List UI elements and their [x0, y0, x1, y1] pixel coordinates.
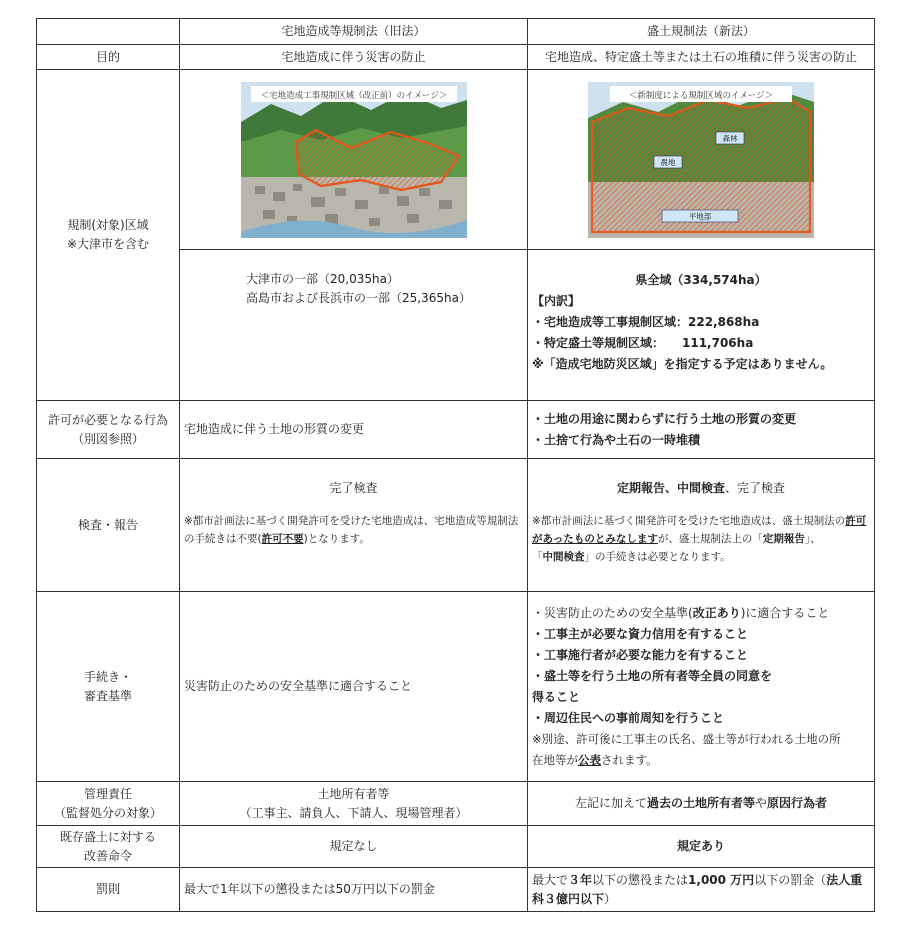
procedure-new-7c: 公表: [578, 752, 601, 767]
row-purpose: [37, 45, 875, 70]
penalty-new-b: ３年: [568, 872, 593, 887]
penalty-new-c: 以下の懲役または: [592, 872, 689, 887]
penalty-new-f: 法人重科３億円以下: [532, 872, 863, 906]
procedure-old: 災害防止のための安全基準に適合すること: [180, 592, 528, 782]
label-area-line1: 規制(対象)区域: [67, 218, 149, 233]
procedure-new-line3: ・工事施行者が必要な能力を有すること: [532, 648, 749, 663]
label-procedure-line1: 手続き・: [83, 669, 132, 684]
inspection-new-note-b: 許可があったものとみなします: [532, 514, 867, 545]
row-responsibility: [37, 782, 875, 826]
row-improvement: [37, 826, 875, 868]
responsibility-old: [180, 782, 528, 826]
area-new-item2: ・特定盛土等規制区域： 111,706ha: [532, 336, 754, 350]
penalty-new-g: ）: [604, 891, 617, 906]
area-new-note: ※「造成宅地防災区域」を指定する予定はありません。: [532, 357, 833, 371]
inspection-old: [180, 459, 528, 592]
label-purpose: 目的: [37, 45, 180, 70]
old-image-caption: ＜宅地造成工事規制区域（改正前）のイメージ＞: [260, 90, 447, 101]
procedure-new-line5: 得ること: [532, 690, 581, 705]
responsibility-new: [528, 782, 875, 826]
new-area-illustration: [588, 82, 814, 238]
responsibility-old-line1: 土地所有者等: [317, 786, 390, 801]
procedure-new-line1: [532, 603, 870, 624]
procedure-new-1b: 改正あり: [692, 606, 741, 621]
label-permit-line1: 許可が必要となる行為: [47, 412, 168, 427]
row-permit: [37, 401, 875, 459]
row-penalty: [37, 868, 875, 912]
comparison-table: [36, 18, 875, 912]
permit-old: 宅地造成に伴う土地の形質の変更: [180, 401, 528, 459]
area-new-total: 県全域（334,574ha）: [635, 273, 767, 287]
responsibility-new-c: や: [755, 796, 768, 811]
inspection-old-note-a: ※都市計画法に基づく開発許可を受けた宅地造成は、宅地造成等規制法の手続きは不要(: [184, 514, 519, 545]
label-procedure: [37, 592, 180, 782]
label-improvement-line2: 改善命令: [83, 848, 132, 863]
label-improvement: [37, 826, 180, 868]
new-image-tag-farmland: 農地: [660, 157, 676, 167]
responsibility-new-a: 左記に加えて: [574, 796, 647, 811]
header-row: [37, 19, 875, 45]
procedure-new-line2: ・工事主が必要な資力信用を有すること: [532, 627, 749, 642]
permit-new: [528, 401, 875, 459]
old-area-illustration: [241, 82, 467, 238]
inspection-new-note-d: 定期報告: [762, 532, 805, 545]
row-procedure: [37, 592, 875, 782]
label-permit-line2: （別図参照）: [71, 431, 144, 446]
procedure-new: [528, 592, 875, 782]
procedure-new-line4: ・盛土等を行う土地の所有者等全員の同意を: [532, 669, 773, 684]
inspection-new-note: [532, 512, 870, 567]
inspection-new-note-h: 」の手続きは必要となります。: [584, 551, 731, 564]
header-new-law: 盛土規制法（新法）: [528, 19, 875, 45]
row-area-images: [37, 70, 875, 250]
area-new-details: [528, 250, 875, 401]
label-area: [37, 70, 180, 401]
inspection-new: [528, 459, 875, 592]
area-new-item1: ・宅地造成等工事規制区域：222,868ha: [532, 315, 760, 329]
label-penalty: 罰則: [37, 868, 180, 912]
label-responsibility-line1: 管理責任: [83, 786, 132, 801]
procedure-new-line6: ・周辺住民への事前周知を行うこと: [532, 711, 725, 726]
inspection-new-note-g: 中間検査: [542, 551, 585, 564]
inspection-old-note-c: )となります。: [303, 532, 370, 545]
label-improvement-line1: 既存盛土に対する: [59, 829, 156, 844]
procedure-new-line7: ※別途、許可後に工事主の氏名、盛土等が行われる土地の所: [532, 732, 841, 747]
new-image-tag-forest: 森林: [722, 133, 738, 143]
label-responsibility: [37, 782, 180, 826]
inspection-new-note-e: 」、: [804, 532, 821, 545]
inspection-old-main: 完了検査: [329, 481, 378, 495]
permit-new-line2: ・土捨て行為や土石の一時堆積: [532, 432, 701, 447]
penalty-new-d: 1,000 万円: [688, 872, 755, 887]
inspection-old-note: [184, 512, 523, 549]
purpose-new: 宅地造成、特定盛土等または土石の堆積に伴う災害の防止: [528, 45, 875, 70]
header-old-law: 宅地造成等規制法（旧法）: [180, 19, 528, 45]
procedure-new-7d: されます。: [601, 752, 658, 767]
improvement-new: 規定あり: [528, 826, 875, 868]
responsibility-new-d: 原因行為者: [767, 796, 828, 811]
improvement-old: 規定なし: [180, 826, 528, 868]
label-permit: [37, 401, 180, 459]
area-old-image-cell: [180, 70, 528, 250]
inspection-new-main: [532, 479, 870, 498]
inspection-new-note-f: 「: [532, 551, 543, 564]
area-new-breakdown-title: 【内訳】: [532, 294, 581, 308]
inspection-new-note-a: ※都市計画法に基づく開発許可を受けた宅地造成は、盛土規制法の: [532, 514, 846, 527]
inspection-old-note-b: 許可不要: [261, 532, 304, 545]
area-old-line1: 大津市の一部（20,035ha）: [246, 272, 399, 286]
procedure-new-7b: 在地等が: [532, 752, 578, 767]
new-image-tag-plain: 平地部: [688, 211, 712, 221]
area-old-details: [180, 250, 528, 401]
purpose-old: 宅地造成に伴う災害の防止: [180, 45, 528, 70]
penalty-new: [528, 868, 875, 912]
procedure-new-1a: ・災害防止のための安全基準(: [532, 606, 693, 621]
penalty-new-e: 以下の罰金（: [754, 872, 827, 887]
area-old-line2: 高島市および長浜市の一部（25,365ha）: [246, 290, 471, 305]
procedure-new-1c: )に適合すること: [740, 606, 830, 621]
procedure-new-line8: [532, 750, 870, 770]
inspection-new-main-rest: 、完了検査: [725, 481, 786, 495]
label-inspection: 検査・報告: [37, 459, 180, 592]
label-procedure-line2: 審査基準: [83, 688, 132, 703]
responsibility-new-b: 過去の土地所有者等: [646, 796, 755, 811]
responsibility-old-line2: （工事主、請負人、下請人、現場管理者）: [239, 805, 468, 820]
row-inspection: [37, 459, 875, 592]
header-blank: [37, 19, 180, 45]
inspection-new-main-bold: 定期報告、中間検査: [616, 481, 725, 495]
label-responsibility-line2: （監督処分の対象）: [53, 805, 162, 820]
inspection-new-note-c: が、盛土規制法上の「: [657, 532, 763, 545]
new-image-caption: ＜新制度による規制区域のイメージ＞: [628, 90, 774, 101]
area-new-image-cell: [528, 70, 875, 250]
penalty-new-a: 最大で: [532, 872, 569, 887]
label-area-line2: ※大津市を含む: [66, 237, 150, 251]
permit-new-line1: ・土地の用途に関わらずに行う土地の形質の変更: [532, 411, 797, 426]
penalty-old: 最大で1年以下の懲役または50万円以下の罰金: [180, 868, 528, 912]
